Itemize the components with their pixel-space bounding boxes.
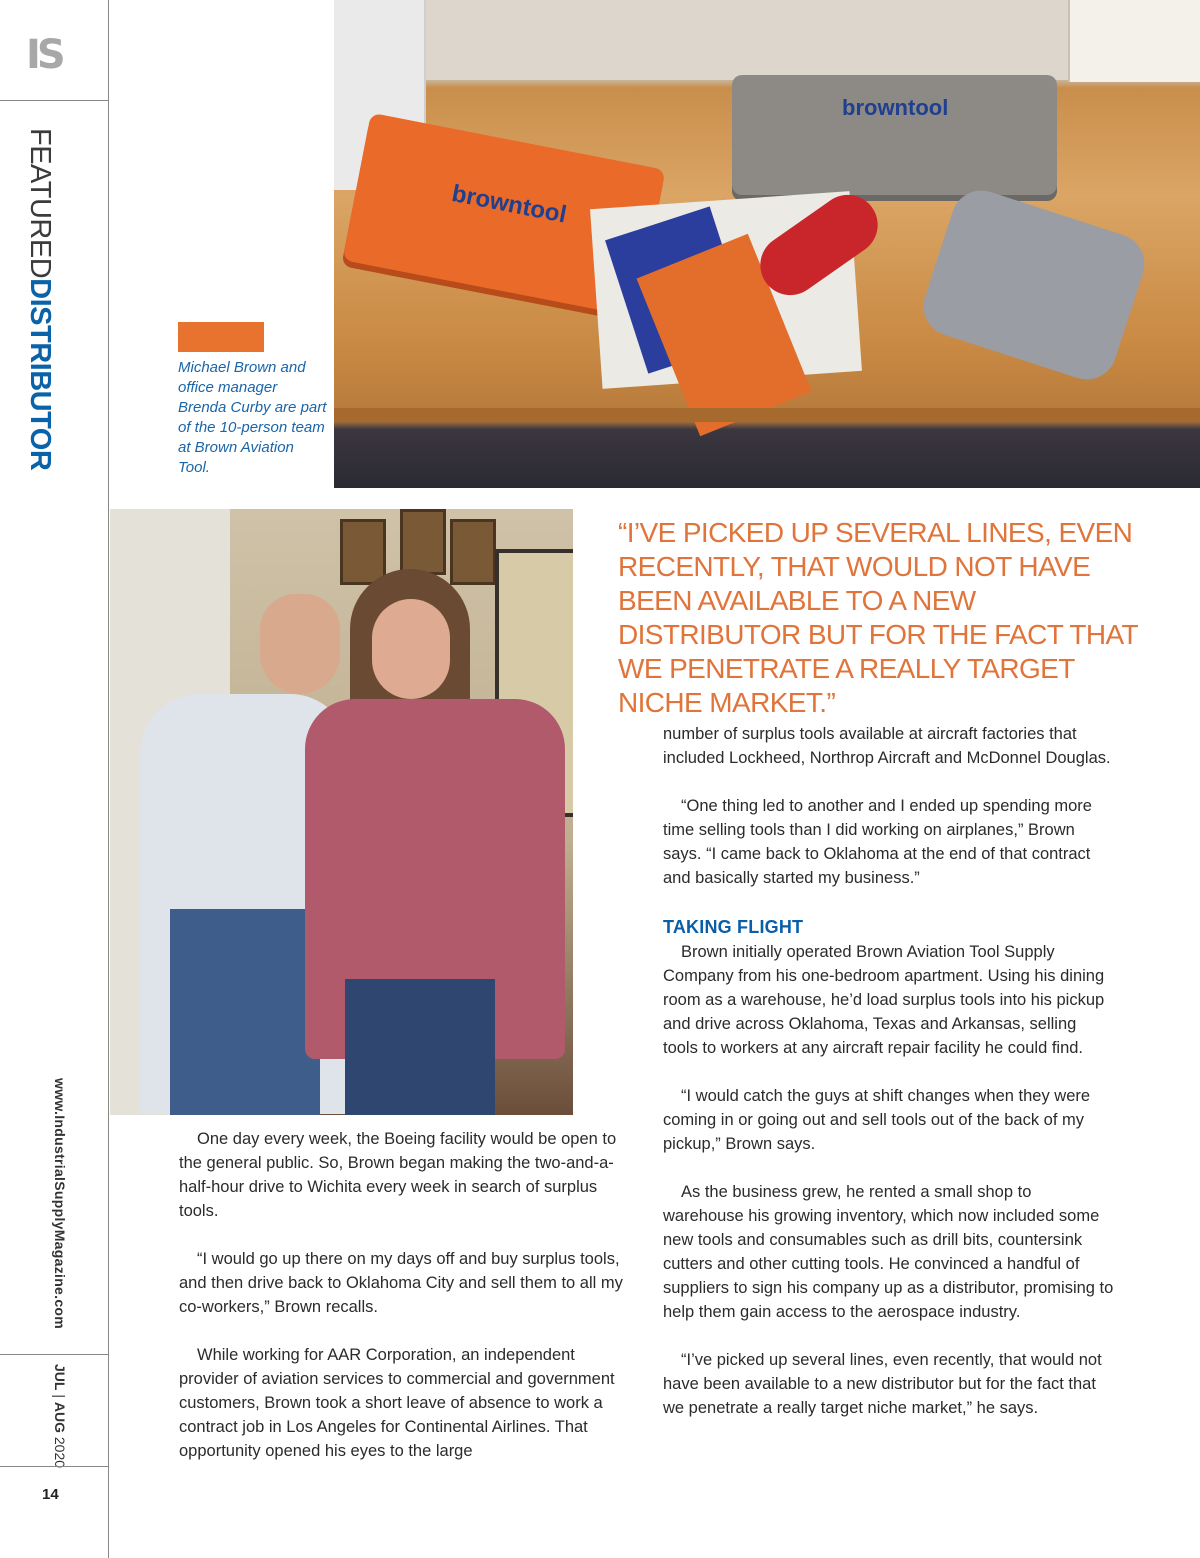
- wall-plaque: [340, 519, 386, 585]
- issue-month-2: AUG: [52, 1401, 68, 1433]
- left-rail: [0, 0, 109, 1558]
- divider: [0, 100, 108, 101]
- grey-tool-case: [732, 75, 1057, 195]
- issue-year: 2020: [52, 1433, 68, 1469]
- right-text-column: [663, 722, 1115, 1444]
- metal-cutter-tool: [916, 183, 1153, 387]
- desk-edge: [334, 408, 1200, 422]
- paragraph: “I would go up there on my days off and buy surplus tools, and then drive back to Oklahoma City and sell them to all my co-workers,” Brown recalls.: [179, 1250, 623, 1316]
- paragraph: Brown initially operated Brown Aviation Tool Supply Company from his one-bedroom apartment. Using his dining room as a warehouse, he’d load surplus tools into his pickup and drive across Oklahoma, Texas and Arkansas, selling tools to workers at any aircraft repair facility he could find.: [663, 943, 1105, 1057]
- man-head: [260, 594, 340, 694]
- case-brand-label: browntool: [842, 95, 949, 120]
- pull-quote: “I’VE PICKED UP SEVERAL LINES, EVEN RECENTLY, THAT WOULD NOT HAVE BEEN AVAILABLE TO A NEW DISTRIBUTOR BUT FOR THE FACT THAT WE PENETRATE A REALLY TARGET NICHE MARKET.”: [618, 517, 1138, 718]
- photo-caption: Michael Brown and office manager Brenda Curby are part of the 10-person team at Brown Aviation Tool.: [178, 359, 327, 476]
- section-label-bold: DISTRIBUTOR: [24, 278, 56, 471]
- paragraph: “I would catch the guys at shift changes when they were coming in or going out and sell tools out of the back of my pickup,” Brown says.: [663, 1087, 1091, 1153]
- photo-poster: [1068, 0, 1200, 82]
- case-brand-label: browntool: [449, 179, 569, 229]
- left-text-column: [179, 1127, 631, 1487]
- website-url: www.IndustrialSupplyMagazine.com: [52, 1078, 68, 1330]
- paragraph: “I’ve picked up several lines, even recently, that would not have been available to a new distributor but for the fact that we penetrate a really target niche market,” he says.: [663, 1351, 1102, 1417]
- section-subhead: TAKING FLIGHT: [663, 917, 804, 937]
- paragraph: As the business grew, he rented a small shop to warehouse his growing inventory, which now included some new tools and consumables such as drill bits, countersink cutters and other cutting tools. He convinced a handful of suppliers to sign his company up as a distributor, promising to help them gain access to the aerospace industry.: [663, 1183, 1114, 1321]
- issue-separator: |: [52, 1390, 68, 1402]
- man-jeans: [170, 909, 320, 1115]
- woman-head: [372, 599, 450, 699]
- divider: [0, 1354, 108, 1355]
- paragraph: While working for AAR Corporation, an independent provider of aviation services to commercial and government customers, Brown took a short leave of absence to work a contract job in Los Angeles for Continental Airlines. That opportunity opened his eyes to the large: [179, 1346, 615, 1460]
- magazine-logo: IS: [26, 32, 62, 78]
- caption-accent-bar: [178, 322, 264, 352]
- wall-plaque: [450, 519, 496, 585]
- paragraph: number of surplus tools available at aircraft factories that included Lockheed, Northrop Aircraft and McDonnel Douglas.: [663, 725, 1111, 767]
- issue-date: [52, 1364, 68, 1474]
- section-label: [16, 128, 56, 471]
- paragraph: One day every week, the Boeing facility would be open to the general public. So, Brown began making the two-and-a-half-hour drive to Wichita every week in search of surplus tools.: [179, 1130, 617, 1220]
- page-number: 14: [42, 1486, 59, 1503]
- people-photo: [110, 509, 573, 1115]
- section-label-light: FEATURED: [24, 128, 56, 279]
- wall-plaque: [400, 509, 446, 575]
- woman-jeans: [345, 979, 495, 1115]
- paragraph: “One thing led to another and I ended up spending more time selling tools than I did working on airplanes,” Brown says. “I came back to Oklahoma at the end of that contract and basically started my business.”: [663, 797, 1092, 887]
- tools-photo: [334, 0, 1200, 488]
- issue-month: JUL: [52, 1364, 68, 1391]
- divider: [0, 1466, 108, 1467]
